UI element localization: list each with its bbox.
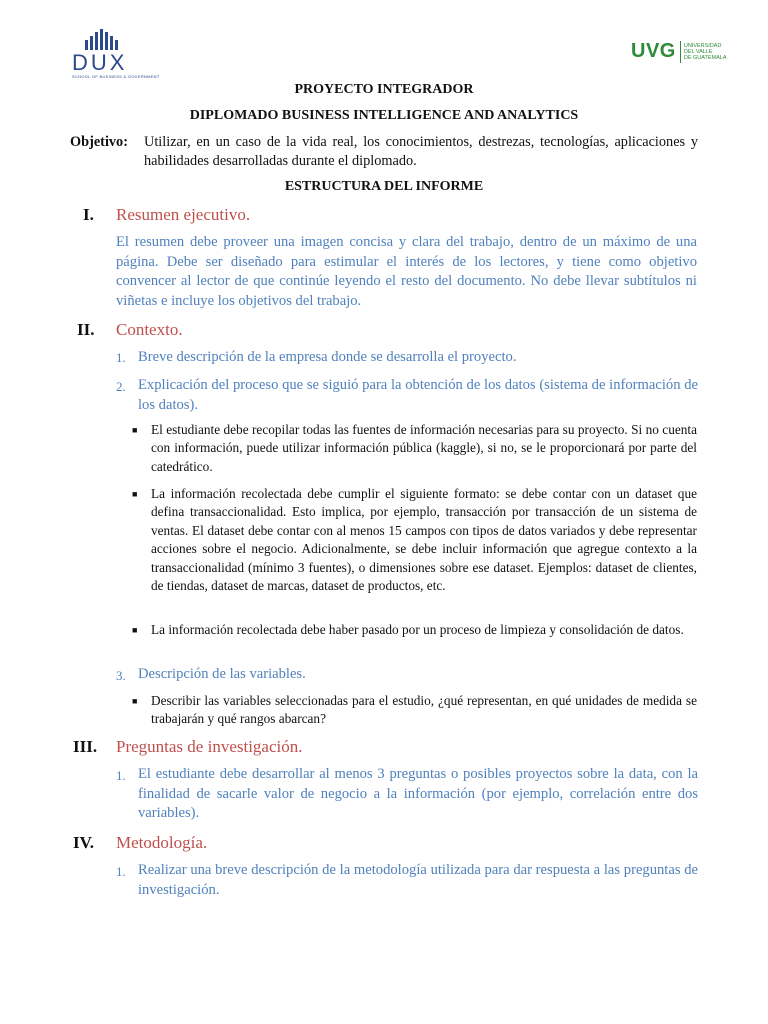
document-title: PROYECTO INTEGRADOR: [294, 82, 474, 97]
section-2-item-3-text: Descripción de las variables.: [138, 666, 306, 682]
section-2-item-1-text: Breve descripción de la empresa donde se desarrolla el proyecto.: [138, 349, 517, 365]
section-4-numeral: IV.: [73, 833, 94, 852]
uvg-logo: [631, 40, 727, 63]
section-2-bullet-4: Describir las variables seleccionadas para el estudio, ¿qué representan, en qué unidades de medida se trabajarán y qué rangos abarcan?: [151, 693, 697, 727]
uvg-logo-name: UNIVERSIDAD DEL VALLE DE GUATEMALA: [683, 42, 727, 61]
section-3-numeral: III.: [73, 737, 98, 756]
dux-logo-subtext: SCHOOL OF BUSINESS & GOVERNMENT: [72, 74, 160, 79]
section-4-item-1-text: Realizar una breve descripción de la metodología utilizada para dar respuesta a las preguntas de investigación.: [138, 862, 698, 898]
structure-heading: ESTRUCTURA DEL INFORME: [284, 179, 484, 194]
section-4-item-1-number: 1.: [116, 864, 126, 879]
section-1-numeral: I.: [83, 205, 94, 224]
section-2-item-2-number: 2.: [116, 379, 126, 394]
section-2-item-3-number: 3.: [116, 668, 126, 683]
section-4-title: Metodología.: [116, 833, 208, 852]
uvg-logo-text: UVG: [631, 40, 676, 62]
section-1-title: Resumen ejecutivo.: [116, 205, 251, 224]
section-2-title: Contexto.: [116, 320, 183, 339]
section-3-item-1-text: El estudiante debe desarrollar al menos 3 preguntas o posibles proyectos sobre la data, con la finalidad de sacarle valor de negocio a la información (por ejemplo, correlación entre dos variables).: [138, 766, 698, 821]
section-2-item-2-text: Explicación del proceso que se siguió para la obtención de los datos (sistema de información de los datos).: [138, 377, 698, 413]
section-3-item-1-number: 1.: [116, 768, 126, 783]
bullet-icon: ■: [132, 625, 138, 635]
section-2-bullet-2: La información recolectada debe cumplir el siguiente formato: se debe contar con un dataset que defina transaccionalidad. Esto implica, por ejemplo, transacción por transacción de un sistema de ventas. El dataset debe contar con al menos 15 campos con tipos de datos variados y debe representar acciones sobre el negocio. Adicionalmente, se debe incluir información que agregue contexto a la transaccionalidad (mínimo 3 fuentes), o dimensiones sobre ese dataset. Ejemplos: dataset de clientes, de tiendas, dataset de marcas, dataset de productos, etc.: [151, 486, 697, 594]
bullet-icon: ■: [132, 696, 138, 706]
objective-label: Objetivo:: [70, 134, 128, 150]
dux-logo-text: DUX: [72, 50, 128, 75]
section-2-item-1-number: 1.: [116, 350, 126, 365]
objective-text: Utilizar, en un caso de la vida real, los conocimientos, destrezas, tecnologías, aplicaciones y habilidades desarrolladas durante el diplomado.: [144, 134, 698, 169]
uvg-logo-divider: [680, 41, 681, 63]
section-2-bullet-1: El estudiante debe recopilar todas las fuentes de información necesarias para su proyecto. Si no cuenta con información, puede utilizar información pública (kaggle), si no, se le proporcionará por parte del catedrático.: [151, 422, 697, 474]
bullet-icon: ■: [132, 425, 138, 435]
section-2-bullet-3: La información recolectada debe haber pasado por un proceso de limpieza y consolidación de datos.: [151, 622, 684, 637]
section-3-title: Preguntas de investigación.: [116, 737, 303, 756]
document-subtitle: DIPLOMADO BUSINESS INTELLIGENCE AND ANALYTICS: [189, 108, 579, 123]
section-1-paragraph: El resumen debe proveer una imagen concisa y clara del trabajo, dentro de un máximo de una página. Debe ser diseñado para estimular el interés de los lectores, y tiene como objetivo convencer al lector de que continúe leyendo el resto del documento. No debe llevar subtítulos ni viñetas e incluye los objetivos del trabajo.: [116, 234, 697, 309]
bullet-icon: ■: [132, 489, 138, 499]
section-2-numeral: II.: [77, 320, 95, 339]
objective-block: [70, 133, 698, 171]
